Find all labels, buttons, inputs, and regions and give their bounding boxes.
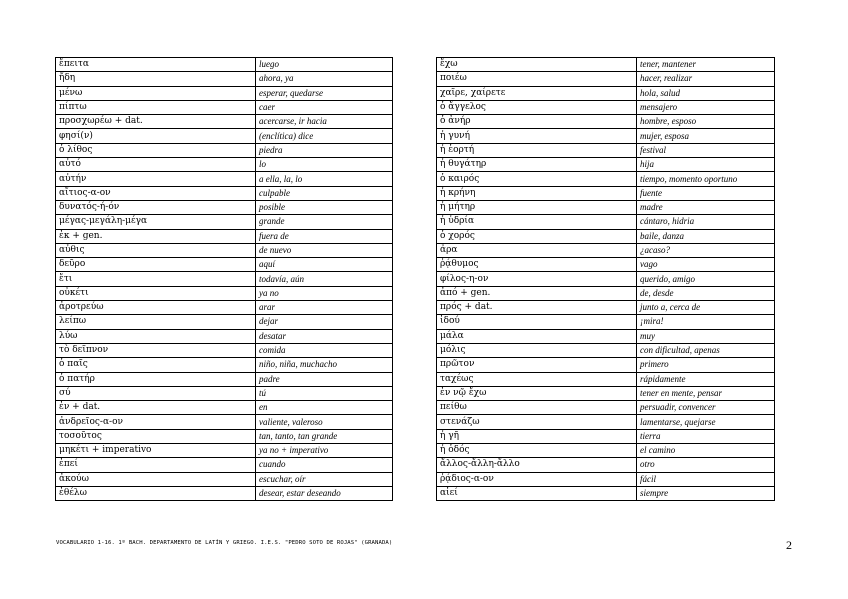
vocab-row [437,243,775,257]
spanish-meaning: ya no + imperativo [256,444,393,458]
spanish-meaning: ya no [256,286,393,300]
vocab-row [437,315,775,329]
vocab-row [56,429,393,443]
greek-term: προσχωρέω + dat. [56,115,256,129]
vocab-row [437,358,775,372]
greek-term: ἀνδρεῖος-α-ον [56,415,256,429]
spanish-meaning: grande [256,215,393,229]
spanish-meaning: comida [256,343,393,357]
spanish-meaning: ahora, ya [256,72,393,86]
vocab-row [437,343,775,357]
spanish-meaning: posible [256,200,393,214]
greek-term: ποιέω [437,72,637,86]
vocab-row [56,200,393,214]
vocab-row [56,215,393,229]
vocab-row [437,401,775,415]
greek-term: ἐθέλω [56,486,256,500]
greek-term: ἡ μήτηρ [437,200,637,214]
spanish-meaning: querido, amigo [637,272,775,286]
greek-term: στενάζω [437,415,637,429]
greek-term: μηκέτι + imperativo [56,444,256,458]
greek-term: ῥᾴθυμος [437,258,637,272]
vocab-row [437,215,775,229]
vocab-row [56,401,393,415]
greek-term: αἰεί [437,486,637,500]
vocab-row [56,172,393,186]
vocab-row [56,372,393,386]
greek-term: αὐτό [56,158,256,172]
vocab-row [56,386,393,400]
vocab-row [56,229,393,243]
greek-term: τοσοῦτος [56,429,256,443]
greek-term: ὁ λίθος [56,143,256,157]
vocab-row [437,301,775,315]
spanish-meaning: baile, danza [637,229,775,243]
greek-term: ἀκούω [56,472,256,486]
greek-term: αἴτιος-α-ον [56,186,256,200]
greek-term: δεῦρο [56,258,256,272]
spanish-meaning: hola, salud [637,86,775,100]
vocab-row [56,72,393,86]
spanish-meaning: fuera de [256,229,393,243]
vocab-row [56,86,393,100]
spanish-meaning: desear, estar deseando [256,486,393,500]
vocab-row [437,472,775,486]
spanish-meaning: esperar, quedarse [256,86,393,100]
greek-term: ὁ χορός [437,229,637,243]
spanish-meaning: tener en mente, pensar [637,386,775,400]
vocab-row [56,329,393,343]
footer-text: VOCABULARIO 1-16. 1º BACH. DEPARTAMENTO DE LATÍN Y GRIEGO. I.E.S. "PEDRO SOTO DE ROJAS" (GRANADA) [56,540,393,546]
greek-term: μέγας-μεγάλη-μέγα [56,215,256,229]
spanish-meaning: fácil [637,472,775,486]
greek-term: φησί(ν) [56,129,256,143]
greek-term: ἆρα [437,243,637,257]
greek-term: ἔπειτα [56,58,256,72]
spanish-meaning: muy [637,329,775,343]
spanish-meaning: arar [256,301,393,315]
greek-term: λύω [56,329,256,343]
vocab-row [437,100,775,114]
vocab-row [437,186,775,200]
vocab-row [437,200,775,214]
greek-term: ἡ ὑδρία [437,215,637,229]
vocab-row [56,444,393,458]
vocab-row [56,315,393,329]
greek-term: ἀπό + gen. [437,286,637,300]
vocab-row [437,329,775,343]
spanish-meaning: fuente [637,186,775,200]
vocab-row [437,415,775,429]
vocab-row [437,58,775,72]
vocab-row [56,143,393,157]
vocab-row [56,272,393,286]
vocab-row [437,486,775,500]
spanish-meaning: junto a, cerca de [637,301,775,315]
vocab-row [437,86,775,100]
greek-term: πρῶτον [437,358,637,372]
greek-term: ἡ ὁδός [437,444,637,458]
spanish-meaning: luego [256,58,393,72]
greek-term: ἀροτρεύω [56,301,256,315]
vocab-row [56,472,393,486]
spanish-meaning: lamentarse, quejarse [637,415,775,429]
spanish-meaning: mujer, esposa [637,129,775,143]
spanish-meaning: culpable [256,186,393,200]
greek-term: πρός + dat. [437,301,637,315]
greek-term: αὐτήν [56,172,256,186]
vocab-table-left [55,57,393,501]
spanish-meaning: en [256,401,393,415]
greek-term: ἡ γῆ [437,429,637,443]
vocab-row [437,172,775,186]
spanish-meaning: cuando [256,458,393,472]
spanish-meaning: hombre, esposo [637,115,775,129]
vocab-row [56,358,393,372]
page-number: 2 [786,538,792,552]
greek-term: ῥᾴδιος-α-ον [437,472,637,486]
spanish-meaning: tú [256,386,393,400]
greek-term: μένω [56,86,256,100]
spanish-meaning: primero [637,358,775,372]
spanish-meaning: madre [637,200,775,214]
greek-term: ἐν + dat. [56,401,256,415]
greek-term: πίπτω [56,100,256,114]
greek-term: ὁ καιρός [437,172,637,186]
greek-term: ἡ ἑορτή [437,143,637,157]
greek-term: μάλα [437,329,637,343]
greek-term: ταχέως [437,372,637,386]
greek-term: οὐκέτι [56,286,256,300]
spanish-meaning: caer [256,100,393,114]
spanish-meaning: vago [637,258,775,272]
greek-term: μόλις [437,343,637,357]
greek-term: ὁ ἀνήρ [437,115,637,129]
spanish-meaning: piedra [256,143,393,157]
greek-term: ἡ κρήνη [437,186,637,200]
spanish-meaning: el camino [637,444,775,458]
greek-term: ὁ πατήρ [56,372,256,386]
spanish-meaning: tierra [637,429,775,443]
spanish-meaning: tiempo, momento oportuno [637,172,775,186]
greek-term: ἐν νῷ ἔχω [437,386,637,400]
vocab-row [56,258,393,272]
vocab-row [437,258,775,272]
spanish-meaning: cántaro, hidria [637,215,775,229]
spanish-meaning: hija [637,158,775,172]
spanish-meaning: tan, tanto, tan grande [256,429,393,443]
spanish-meaning: niño, niña, muchacho [256,358,393,372]
vocab-row [437,429,775,443]
greek-term: λείπω [56,315,256,329]
spanish-meaning: de, desde [637,286,775,300]
spanish-meaning: valiente, valeroso [256,415,393,429]
vocab-row [437,444,775,458]
vocab-row [437,458,775,472]
greek-term: ἔχω [437,58,637,72]
spanish-meaning: mensajero [637,100,775,114]
vocab-row [437,286,775,300]
greek-term: φίλος-η-ον [437,272,637,286]
vocab-row [437,158,775,172]
vocab-row [56,458,393,472]
spanish-meaning: persuadir, convencer [637,401,775,415]
spanish-meaning: desatar [256,329,393,343]
spanish-meaning: todavía, aún [256,272,393,286]
greek-term: ἰδού [437,315,637,329]
greek-term: ἔτι [56,272,256,286]
spanish-meaning: siempre [637,486,775,500]
spanish-meaning: (enclítica) dice [256,129,393,143]
vocab-row [56,115,393,129]
vocab-row [437,386,775,400]
greek-term: ὁ παῖς [56,358,256,372]
vocab-row [56,415,393,429]
vocab-row [437,272,775,286]
spanish-meaning: padre [256,372,393,386]
spanish-meaning: ¿acaso? [637,243,775,257]
spanish-meaning: ¡mira! [637,315,775,329]
vocab-row [56,286,393,300]
vocab-row [437,372,775,386]
spanish-meaning: con dificultad, apenas [637,343,775,357]
vocab-row [56,158,393,172]
greek-term: ἄλλος-ἄλλη-ἄλλο [437,458,637,472]
vocab-row [56,301,393,315]
vocab-row [56,343,393,357]
greek-term: δυνατός-ή-όν [56,200,256,214]
spanish-meaning: de nuevo [256,243,393,257]
vocab-row [437,115,775,129]
greek-term: χαῖρε, χαίρετε [437,86,637,100]
vocab-row [56,186,393,200]
greek-term: αὖθις [56,243,256,257]
vocab-row [56,243,393,257]
vocab-row [437,229,775,243]
spanish-meaning: otro [637,458,775,472]
vocab-row [56,486,393,500]
greek-term: τὸ δεῖπνον [56,343,256,357]
greek-term: ὁ ἄγγελος [437,100,637,114]
vocab-row [56,100,393,114]
greek-term: ἤδη [56,72,256,86]
vocab-row [437,72,775,86]
greek-term: ἐκ + gen. [56,229,256,243]
spanish-meaning: dejar [256,315,393,329]
vocab-row [437,129,775,143]
greek-term: ἡ γυνή [437,129,637,143]
spanish-meaning: rápidamente [637,372,775,386]
spanish-meaning: lo [256,158,393,172]
spanish-meaning: acercarse, ir hacia [256,115,393,129]
spanish-meaning: aquí [256,258,393,272]
spanish-meaning: escuchar, oír [256,472,393,486]
greek-term: σύ [56,386,256,400]
vocab-row [56,129,393,143]
vocab-table-right [436,57,775,501]
spanish-meaning: festival [637,143,775,157]
greek-term: ἐπεί [56,458,256,472]
vocab-row [56,58,393,72]
greek-term: πείθω [437,401,637,415]
spanish-meaning: tener, mantener [637,58,775,72]
spanish-meaning: hacer, realizar [637,72,775,86]
greek-term: ἡ θυγάτηρ [437,158,637,172]
vocab-row [437,143,775,157]
spanish-meaning: a ella, la, lo [256,172,393,186]
